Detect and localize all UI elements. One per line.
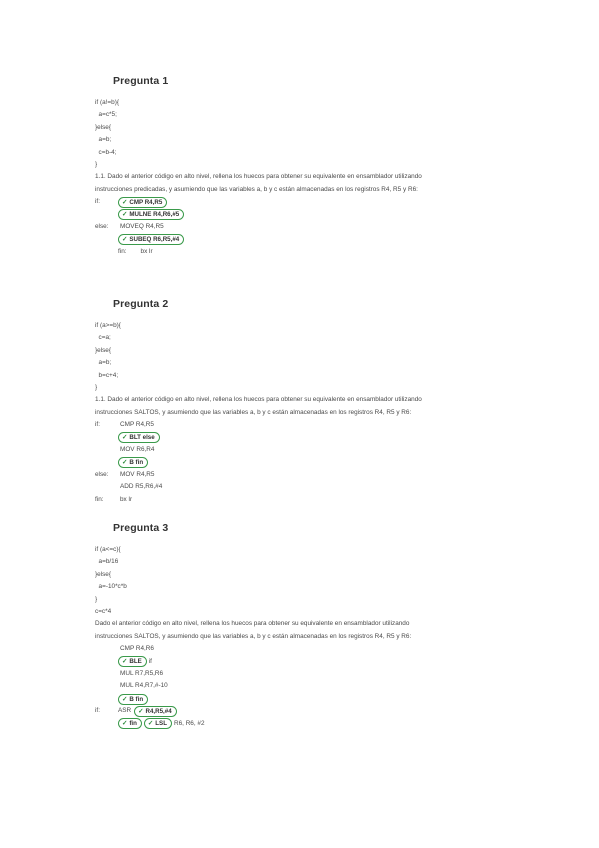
answer-field[interactable]: ✓ R4,R5,#4 (134, 706, 177, 717)
answer-field[interactable]: ✓ BLE (118, 656, 147, 667)
check-icon: ✓ (122, 198, 128, 206)
code-line: c=c*4 (95, 608, 112, 616)
asm-line (95, 705, 515, 717)
code-line: a=b; (95, 359, 112, 367)
instruction: MOVEQ R4,R5 (120, 223, 164, 231)
asm-line (95, 668, 515, 680)
question-description: 1.1. Dado el anterior código en alto nivel, rellena los huecos para obtener su equivalente en ensamblador utilizando (95, 396, 422, 404)
check-icon: ✓ (122, 236, 128, 244)
question-description: Dado el anterior código en alto nivel, rellena los huecos para obtener su equivalente en ensamblador utilizando (95, 620, 410, 628)
instruction: MUL R7,R5,R6 (120, 670, 164, 678)
asm-line (95, 680, 515, 692)
code-line: }else{ (95, 123, 111, 131)
question-title: Pregunta 3 (113, 522, 169, 534)
asm-line (95, 718, 515, 730)
code-line: if (a!=b){ (95, 99, 119, 106)
code-line: if (a<=c){ (95, 546, 121, 553)
asm-line (95, 209, 515, 221)
question-description: instrucciones predicadas, y asumiendo que las variables a, b y c están almacenadas en los registros R4, R5 y R6: (95, 185, 418, 193)
asm-line (95, 221, 515, 233)
asm-line (95, 494, 515, 506)
instruction: MOV R4,R5 (120, 470, 155, 478)
instruction-suffix: if (148, 657, 152, 665)
code-line: } (95, 595, 98, 603)
question-1 (95, 75, 515, 258)
answer-field[interactable]: ✓ CMP R4,R5 (118, 197, 167, 208)
check-icon: ✓ (122, 720, 128, 728)
check-icon: ✓ (122, 658, 128, 666)
asm-line (95, 444, 515, 456)
instruction: CMP R4,R6 (120, 645, 154, 653)
answer-field[interactable]: ✓ B fin (118, 457, 148, 468)
code-line: }else{ (95, 346, 111, 354)
label-else: else: (95, 470, 109, 478)
label-fin: fin: (118, 247, 127, 255)
check-icon: ✓ (122, 459, 128, 467)
label-if: if: (95, 198, 100, 206)
asm-line (95, 456, 515, 468)
label-if: if: (95, 421, 100, 429)
code-line: a=b/16 (95, 558, 119, 566)
instruction: ADD R5,R6,#4 (120, 483, 163, 491)
asm-line (95, 656, 515, 668)
answer-field[interactable]: ✓ B fin (118, 694, 148, 705)
asm-line (95, 196, 515, 208)
question-description: 1.1. Dado el anterior código en alto nivel, rellena los huecos para obtener su equivalente en ensamblador utilizando (95, 173, 422, 181)
instruction-suffix: R6, R6, #2 (173, 719, 205, 727)
check-icon: ✓ (138, 707, 144, 715)
answer-field[interactable]: ✓ SUBEQ R6,R5,#4 (118, 234, 184, 245)
asm-line (95, 481, 515, 493)
answer-field[interactable]: ✓ BLT else (118, 432, 160, 443)
code-line: } (95, 161, 98, 169)
instruction: bx lr (140, 247, 153, 255)
check-icon: ✓ (122, 434, 128, 442)
question-3 (95, 522, 515, 730)
label-fin: fin: (95, 495, 104, 503)
check-icon: ✓ (147, 720, 154, 728)
code-block (95, 97, 515, 171)
code-line: a=-10*c*b (95, 583, 127, 591)
instruction: CMP R4,R5 (120, 421, 154, 429)
instruction: MUL R4,R7,#-10 (120, 682, 168, 690)
asm-line (95, 693, 515, 705)
label-else: else: (95, 223, 109, 231)
code-line: c=a; (95, 334, 111, 342)
instruction: bx lr (120, 495, 133, 503)
instruction: ASR (118, 707, 132, 715)
asm-line (95, 233, 515, 245)
question-title: Pregunta 1 (113, 75, 169, 87)
asm-line (95, 643, 515, 655)
code-line: a=c*5; (95, 111, 117, 119)
question-description: instrucciones SALTOS, y asumiendo que las variables a, b y c están almacenadas en los registros R4, R5 y R6: (95, 408, 412, 416)
answer-field[interactable]: ✓ LSL (144, 718, 172, 729)
asm-line (95, 469, 515, 481)
check-icon: ✓ (122, 695, 128, 703)
code-line: c=b-4; (95, 148, 117, 156)
code-line: if (a>=b){ (95, 322, 121, 329)
code-line: b=c+4; (95, 371, 119, 379)
label-if: if: (95, 707, 100, 715)
code-line: } (95, 384, 98, 392)
asm-line (95, 419, 515, 431)
instruction: MOV R6,R4 (120, 446, 155, 454)
asm-line (95, 432, 515, 444)
question-description: instrucciones SALTOS, y asumiendo que las variables a, b y c están almacenadas en los registros R4, R5 y R6: (95, 632, 412, 640)
answer-field[interactable]: ✓ fin (118, 718, 142, 729)
code-line: }else{ (95, 570, 111, 578)
question-title: Pregunta 2 (113, 298, 169, 310)
code-block (95, 544, 515, 618)
code-line: a=b; (95, 136, 112, 144)
asm-line (95, 246, 515, 258)
answer-field[interactable]: ✓ MULNE R4,R6,#5 (118, 209, 184, 220)
question-2 (95, 298, 515, 506)
check-icon: ✓ (122, 211, 128, 219)
code-block (95, 320, 515, 394)
